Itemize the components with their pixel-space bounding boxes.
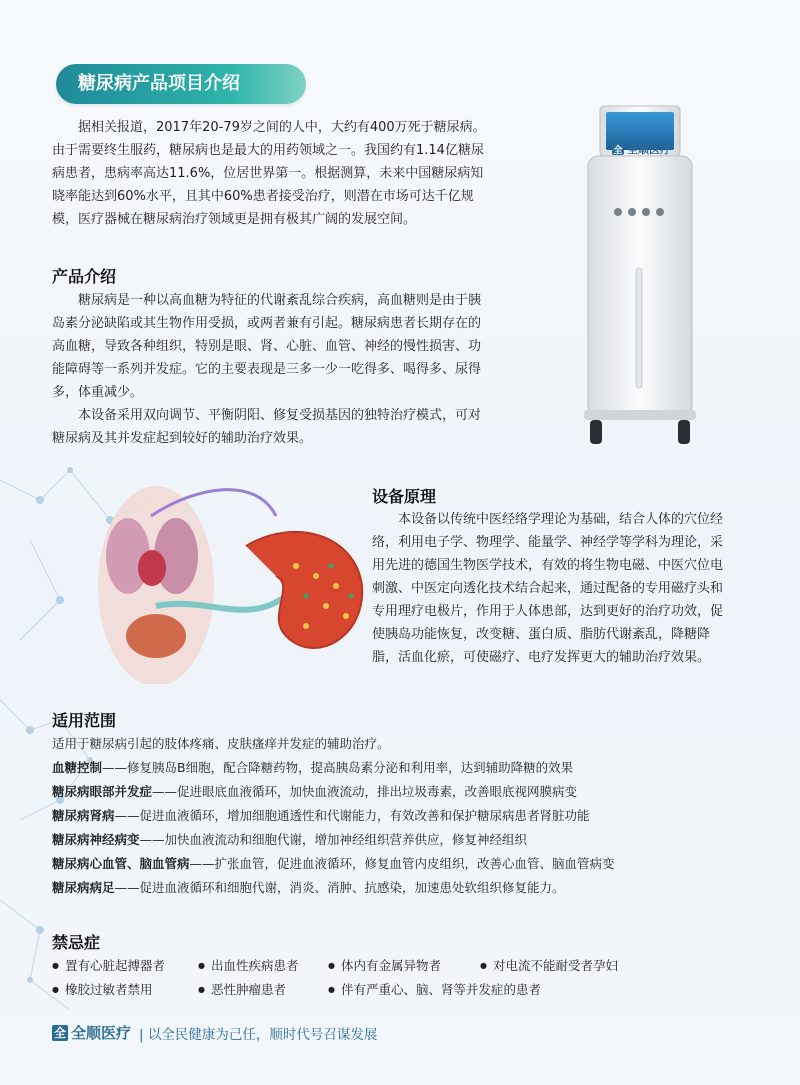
- product-heading: 产品介绍: [52, 267, 117, 286]
- scope-desc: ——修复胰岛B细胞，配合降糖药物，提高胰岛素分泌和利用率，达到辅助降糖的效果: [102, 760, 574, 775]
- product-paragraph: [52, 289, 522, 450]
- scope-term: 糖尿病眼部并发症: [52, 784, 153, 799]
- contra-item: ● 体内有金属异物者: [328, 955, 441, 977]
- list-item: [52, 804, 752, 828]
- intro-line: 模，医疗器械在糖尿病治疗领域更是拥有极其广阔的发展空间。: [52, 212, 417, 227]
- list-item: [52, 780, 752, 804]
- scope-term: 糖尿病神经病变: [52, 832, 140, 847]
- principle-paragraph: [372, 508, 752, 669]
- scope-desc: ——促进血液循环和细胞代谢，消炎、消肿、抗感染，加速患处软组织修复能力。: [114, 880, 565, 895]
- product-line: 岛素分泌缺陷或其生物作用受损，或两者兼有引起。糖尿病患者长期存在的: [52, 316, 482, 331]
- contra-item: ● 出血性疾病患者: [198, 955, 299, 977]
- contra-item: ● 橡胶过敏者禁用: [52, 979, 153, 1001]
- device-brand-label: [612, 141, 671, 157]
- scope-heading: 适用范围: [52, 711, 117, 730]
- list-item: [52, 876, 752, 900]
- scope-intro: 适用于糖尿病引起的肢体疼痛、皮肤瘙痒并发症的辅助治疗。: [52, 736, 390, 751]
- scope-term: 糖尿病肾病: [52, 808, 115, 823]
- product-line: 本设备采用双向调节、平衡阴阳、修复受损基因的独特治疗模式，可对: [78, 408, 482, 423]
- intro-line: 由于需要终生服药，糖尿病也是最大的用药领域之一。我国约有1.14亿糖尿: [52, 143, 484, 158]
- contra-row-1: [52, 955, 752, 977]
- device-brand-text: 全顺医疗: [627, 143, 671, 156]
- product-line: 多，体重减少。: [52, 385, 144, 400]
- principle-line: 用先进的德国生物医学技术，有效的将生物电磁、中医穴位电: [372, 558, 724, 573]
- principle-line: 脂，活血化瘀，可使磁疗、电疗发挥更大的辅助治疗效果。: [372, 650, 711, 665]
- product-line: 糖尿病及其并发症起到较好的辅助治疗效果。: [52, 431, 313, 446]
- anatomy-pancreas-illustration: [56, 476, 376, 684]
- scope-list: [52, 732, 752, 900]
- list-item: [52, 828, 752, 852]
- product-line: 糖尿病是一种以高血糖为特征的代谢紊乱综合疾病，高血糖则是由于胰: [78, 293, 482, 308]
- scope-desc: ——促进血液循环，增加细胞通透性和代谢能力，有效改善和保护糖尿病患者肾脏功能: [114, 808, 590, 823]
- contra-item: ● 对电流不能耐受者孕妇: [480, 955, 618, 977]
- intro-line: 病患者，患病率高达11.6%，位居世界第一。根据测算，未来中国糖尿病知: [52, 166, 484, 181]
- footer: [52, 1022, 377, 1043]
- list-item: [52, 756, 752, 780]
- brand-logo-icon: 全: [612, 143, 624, 155]
- scope-term: 血糖控制: [52, 760, 103, 775]
- intro-line: 据相关报道，2017年20-79岁之间的人中，大约有400万死于糖尿病。: [78, 120, 486, 135]
- contra-item: ● 伴有严重心、脑、肾等并发症的患者: [328, 979, 541, 1001]
- footer-slogan: | 以全民健康为己任，顺时代号召谋发展: [139, 1026, 378, 1043]
- principle-line: 络，利用电子学、物理学、能量学、神经学等学科为理论，采: [372, 535, 724, 550]
- page-title: 糖尿病产品项目介绍: [56, 64, 306, 104]
- principle-line: 使胰岛功能恢复，改变糖、蛋白质、脂肪代谢紊乱，降糖降: [372, 627, 711, 642]
- list-item: [52, 852, 752, 876]
- principle-line: 专用理疗电极片，作用于人体患部，达到更好的治疗功效，促: [372, 604, 724, 619]
- contra-item: ● 恶性肿瘤患者: [198, 979, 286, 1001]
- scope-desc: ——加快血液流动和细胞代谢，增加神经组织营养供应，修复神经组织: [139, 832, 528, 847]
- principle-heading: 设备原理: [372, 487, 437, 506]
- scope-term: 糖尿病心血管、脑血管病: [52, 856, 190, 871]
- scope-term: 糖尿病病足: [52, 880, 115, 895]
- scope-desc: ——促进眼底血液循环，加快血液流动，排出垃圾毒素，改善眼底视网膜病变: [152, 784, 578, 799]
- contra-item: ● 置有心脏起搏器者: [52, 955, 165, 977]
- product-line: 高血糖，导致各种组织，特别是眼、肾、心脏、血管、神经的慢性损害、功: [52, 339, 482, 354]
- product-line: 能障碍等一系列并发症。它的主要表现是三多一少一吃得多、喝得多、尿得: [52, 362, 482, 377]
- principle-line: 本设备以传统中医经络学理论为基础，结合人体的穴位经: [398, 512, 724, 527]
- scope-desc: ——扩张血管，促进血液循环，修复血管内皮组织，改善心血管、脑血管病变: [189, 856, 615, 871]
- intro-line: 晓率能达到60%水平，且其中60%患者接受治疗，则潜在市场可达千亿规: [52, 189, 474, 204]
- contra-heading: 禁忌症: [52, 933, 101, 952]
- contra-row-2: [52, 979, 752, 1001]
- principle-line: 刺激、中医定向透化技术结合起来，通过配备的专用磁疗头和: [372, 581, 724, 596]
- brand-logo-icon: 全: [53, 1026, 66, 1040]
- intro-paragraph: [52, 116, 522, 231]
- footer-brand: 全顺医疗: [71, 1024, 132, 1042]
